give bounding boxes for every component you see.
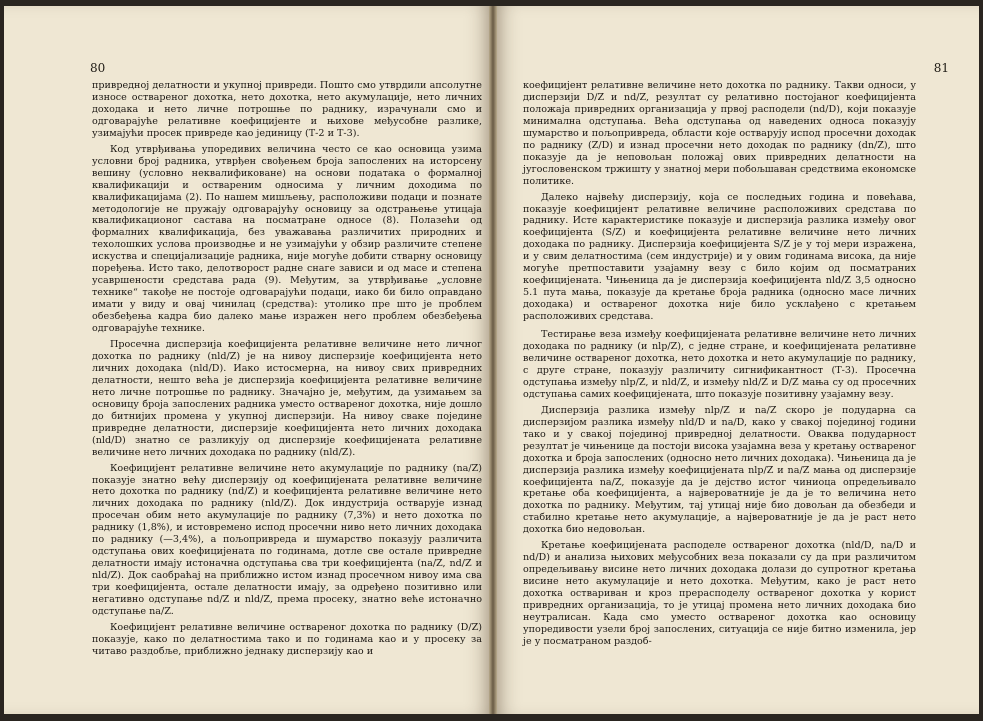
page-number: 81 [933, 61, 949, 75]
left-page [4, 6, 493, 714]
paragraph: Коефицијент релативне величине оствареног дохотка по раднику (D/Z) показује, како по делатностима тако и по годинама као и у просеку за читаво раздобље, приближно једнаку дисперзију као и [92, 621, 482, 657]
paragraph: привредној делатности и укупној привреди. Пошто смо утврдили апсолутне износе оствареног дохотка, нето дохотка, нето акумулације, нето личних доходака и нето личне потрошње по раднику, израчунали смо и одговарајуће релативне коефицијенте и њихове међусобне разлике, узимајући просек привреде као јединицу (Т-2 и Т-3). [92, 80, 482, 139]
paragraph: Код утврђивања упоредивих величина често се као основица узима условни број радника, утврђен свођењем броја запослених на исторсену вешину (условно неквалификоване) на основи података о формалној квалификацији и оствареним односима у личним доходима по квалификацијама (2). По нашем мишљењу, расположиви подаци и познате методологије не пружају одговарајућу основицу за одстрањење утицаја квалификационог састава на посматране односе (8). Полазећи од формалних квалификација, без уважавања различитих природних и техолошких услова производње и не узимајући у обзир различите степене искуства и специјализације радника, није могуће добити стварну основицу поређења. Исто тако, делотворост радне снаге зависи и од масе и степена усавршености средстава рада (9). Међутим, за утврђивање „условне технике“ такође не постоје одговарајући подаци, иако би било оправдано имати у виду и овај чинилац (средства): утолико пре што је проблем обезбеђења кадра био далеко мање изражен него проблем обезбеђења одговарајуће технике. [92, 143, 482, 335]
paragraph: коефицијент релативне величине нето дохотка по раднику. Такви односи, у дисперзији D/Z и nd/Z, резултат су релативно постојаног коефицијента положаја привредних организација у првој расподели (nd/D), који показује минимална одступања. Већа одступања од наведених односа показују шумарство и пољопривреда, области које остварују испод просечни доходак по раднику (Z/D) и изнад просечни нето доходак по раднику (dn/Z), што показује да је неповољан положај ових привредних делатности на југословенском тржишту у знатној мери побољшаван средствима економске политике. [523, 80, 916, 187]
page-body [523, 80, 916, 652]
paragraph: Просечна дисперзија коефицијента релативне величине нето личног дохотка по раднику (nld/Z) је на нивоу дисперзије коефицијента нето личних доходака (nld/D). Иако истосмерна, на нивоу свих привредних делатности, нешто већа је дисперзија коефицијента релативне величине нето личне потрошње по раднику. Значајно је, међутим, да узимањем за основицу броја запослених радника уместо оствареног дохотка, није дошло до битнијих промена у укупној дисперзији. На нивоу сваке појединe привредне делатности, дисперзије коефицијента нето личних доходака (nld/D) знатно се разликују од дисперзије коефицијената релативне величине нето личних доходака по раднику (nld/Z). [92, 339, 482, 458]
paragraph: Коефицијент релативне величине нето акумулације по раднику (na/Z) показује знатно већу дисперзију од коефицијената релативне величине нето дохотка по раднику (nd/Z) и коефицијента релативне величине нето личних доходака по раднику (nld/Z). Док индустрија остварује изнад просечан обим нето акумулације по раднику (7,3%) и нето дохотка по раднику (1,8%), и истовремено испод просечни ниво нето личних доходака по раднику (—3,4%), а пољопривреда и шумарство показују различита одступања ових коефицијената по годинама, дотле све остале привредне делатности имају истоначна одступања сва три коефицијента (na/Z, nd/Z и nld/Z). Док саобраћај на приближно истом изнад просечном нивоу има сва три коефицијента, остале делатности имају, за одређено позитивно или негативно одступање nd/Z и nld/Z, према просеку, знатно веће истоначно одступање na/Z. [92, 462, 482, 617]
book-gutter [489, 6, 497, 714]
paragraph: Тестирање веза између коефицијената релативне величине нето личних доходака по раднику (и nlp/Z), с једне стране, и коефицијената релативне величине оствареног дохотка, нето дохотка и нето акумулације по раднику, с друге стране, показују различиту сигнификантност (Т-3). Просечна одступања између nlp/Z, и nld/Z, и између nld/Z и D/Z мања су од просечних одступања самих коефицијената, што показује позитивну узајамну везу. [523, 329, 916, 400]
paragraph: Кретање коефицијената расподеле оствареног дохотка (nld/D, na/D и nd/D) и анализа њихових међусобних веза показали су да при различитом опредељивању висине нето личних доходака долази до супротног кретања висине нето акумулације и нето дохотка. Међутим, како је раст нето дохотка остваривaн и кроз прерасподелу оствареног дохотка у корист привредних организација, то је утицај промена нето личних доходака био неутралисан. Када смо уместо оствареног дохотка као основицу упоредивости узели број запослених, ситуација се није битно изменила, јер је у посматраном раздоб- [523, 540, 916, 647]
paragraph: Дисперзија разлика између nlp/Z и na/Z скоро је подударна са дисперзијом разлика између nld/D и na/D, како у свакој појединој години тако и у свакој појединој привредној делатности. Оваква подударност резултат је чињенице да постоји висока узајамна веза у кретању оствареног дохотка и броја запослених (односно нето личних доходака). Чињеница да је дисперзија разлика између коефицијената nlp/Z и na/Z мања од дисперзије коефицијента na/Z, показује да је дејство истог чиниоца опредељивало кретање оба коефицијента, а највероватније је да је то величина нето дохотка по раднику. Међутим, тај утицај није био довољан да обезбеди и стабилно кретање нето акумулације, а највероватније је да је раст нето дохотка био недовољан. [523, 404, 916, 536]
page-body [92, 80, 482, 662]
page-number: 80 [90, 61, 106, 75]
paragraph: Далеко највећу дисперзију, која се последњих година и повећава, показује коефицијент релативне величине расположивих средстава по раднику. Исте карактеристике показује и дисперзија разлика између овог коефицијента (S/Z) и коефицијента релативне величине нето личних доходака по раднику. Дисперзија коефицијента S/Z је у тој мери изражена, и у свим делатностима (сем индустрије) и у овим годинама висока, да није могуће претпоставити узајамну везу с било којим од посматраних коефицијената. Чињеница да је дисперзија коефицијента nld/Z 3,5 односно 5.1 пута мања, показује да кретање броја радника (односно масе личних доходака) и оствареног дохотка није било усклађено с кретањем расположивих средстава. [523, 191, 916, 323]
right-page [493, 6, 979, 714]
